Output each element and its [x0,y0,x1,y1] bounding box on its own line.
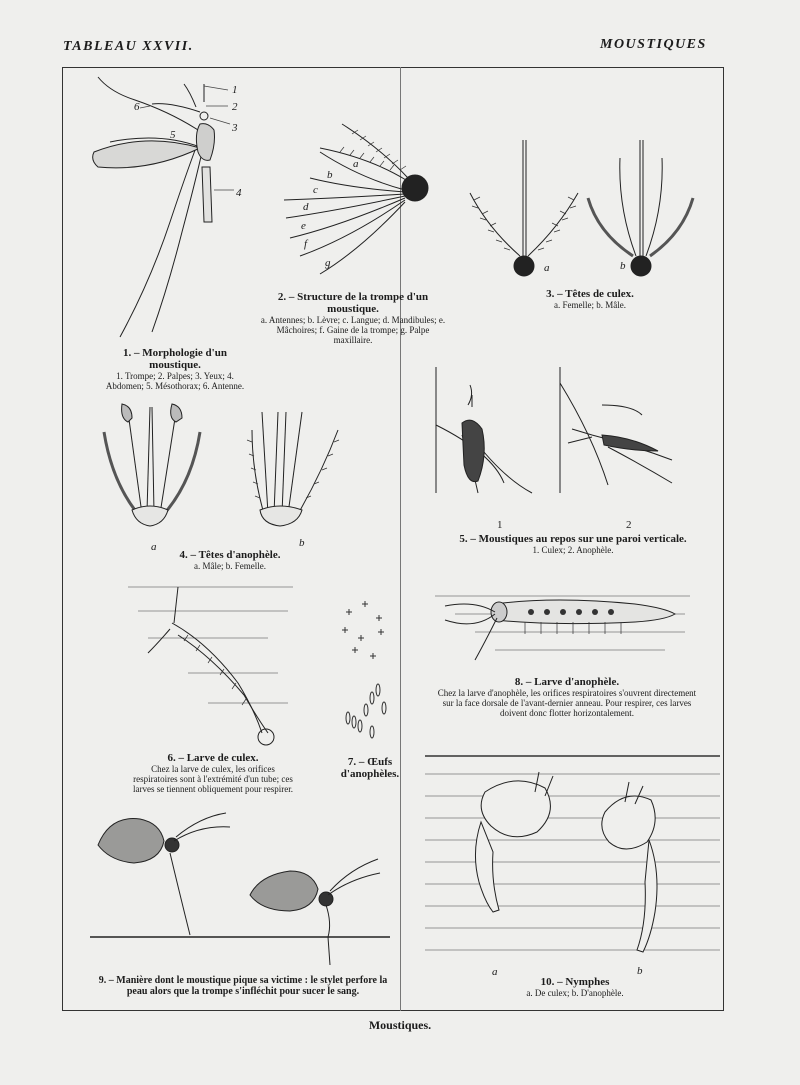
fig10-caption [495,976,655,998]
fig5-label-1: 1 [497,519,503,531]
fig6-title: 6. – Larve de culex. [167,752,259,764]
fig6-caption [128,752,298,794]
fig6-culex-larva-illustration [128,583,298,748]
fig5-label-2: 2 [626,519,632,531]
fig2-label-c: c [313,184,318,196]
fig4-caption [140,549,320,571]
fig8-legend: Chez la larve d'anophèle, les orifices respiratoires s'ouvrent directement sur la face dorsale de l'avant-dernier anneau. Pour respirer, ces larves doivent donc flotter horizontalement. [437,688,697,718]
fig7-title: 7. – Œufs d'anophèles. [340,756,400,780]
fig2-caption [258,291,448,345]
fig1-label-5: 5 [170,129,176,141]
fig7-caption [330,756,410,780]
fig4-anopheles-heads-illustration [102,402,352,537]
fig3-caption [505,288,675,310]
fig1-caption [100,347,250,391]
fig3-legend: a. Femelle; b. Mâle. [554,300,626,310]
fig2-label-a: a [353,158,359,170]
fig4-label-b: b [299,537,305,549]
fig1-label-1: 1 [232,84,238,96]
fig10-label-b: b [637,965,643,977]
fig3-title: 3. – Têtes de culex. [546,288,634,300]
fig5-legend: 1. Culex; 2. Anophèle. [532,545,614,555]
fig9-caption [98,975,388,997]
fig2-legend: a. Antennes; b. Lèvre; c. Langue; d. Mandibules; e. Mâchoires; f. Gaine de la trompe; g. Palpe maxillaire. [260,315,446,345]
fig4-label-a: a [151,541,157,553]
fig2-label-f: f [304,238,308,250]
fig1-label-6: 6 [134,101,140,113]
fig3-label-b: b [620,260,626,272]
fig2-label-e: e [301,220,306,232]
fig3-label-a: a [544,262,550,274]
plate-heading: MOUSTIQUES [600,37,707,52]
fig2-proboscis-illustration [280,118,435,278]
fig1-label-3: 3 [232,122,238,134]
fig10-nymphs-illustration [425,752,720,962]
fig1-label-2: 2 [232,101,238,113]
fig10-legend: a. De culex; b. D'anophèle. [526,988,624,998]
fig9-biting-mosquito-illustration [90,805,390,970]
fig10-label-a: a [492,966,498,978]
fig5-caption [438,533,708,555]
fig1-title: 1. – Morphologie d'un moustique. [123,347,227,371]
fig1-label-4: 4 [236,187,242,199]
fig5-resting-mosquitoes-illustration [432,365,702,515]
fig1-mosquito-illustration [90,72,250,342]
fig6-legend: Chez la larve de culex, les orifices respiratoires sont à l'extrémité d'un tube; ces larves se tiennent obliquement pour respirer. [133,764,293,794]
fig4-legend: a. Mâle; b. Femelle. [194,561,266,571]
fig4-title: 4. – Têtes d'anophèle. [179,549,281,561]
fig2-title: 2. – Structure de la trompe d'un moustique. [277,291,429,315]
fig9-title: 9. – Manière dont le moustique pique sa victime : le stylet perfore la peau alors que la trompe s'infléchit pour sucer le sang. [98,975,388,997]
fig2-label-g: g [325,257,331,269]
fig8-caption [436,676,698,718]
fig7-anopheles-eggs-illustration [332,598,402,758]
plate-number: TABLEAU XXVII. [63,39,194,54]
fig3-culex-heads-illustration [468,138,698,283]
fig1-legend: 1. Trompe; 2. Palpes; 3. Yeux; 4. Abdomen; 5. Mésothorax; 6. Antenne. [105,371,245,391]
plate-caption: Moustiques. [368,1018,432,1032]
fig8-title: 8. – Larve d'anophèle. [514,676,620,688]
fig2-label-d: d [303,201,309,213]
fig10-title: 10. – Nymphes [540,976,610,988]
fig8-anopheles-larva-illustration [435,590,695,670]
fig2-label-b: b [327,169,333,181]
fig5-title: 5. – Moustiques au repos sur une paroi verticale. [459,533,687,545]
